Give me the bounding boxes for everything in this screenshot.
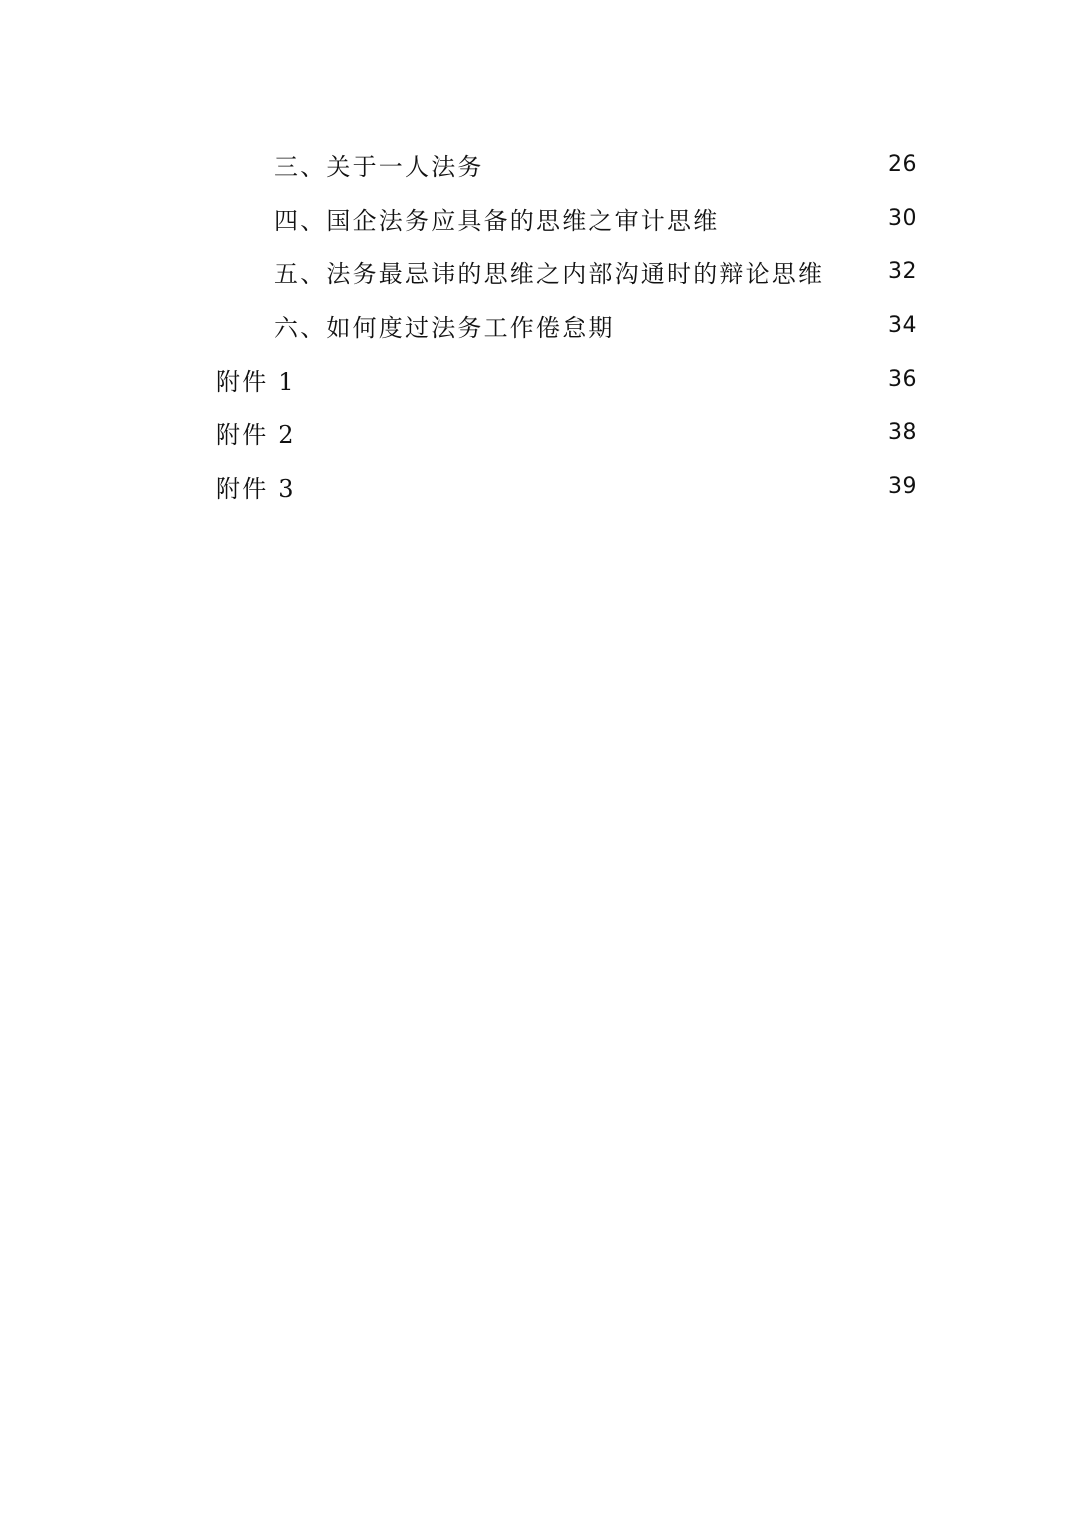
toc-entry-page-number: 34 [888, 313, 917, 339]
toc-entry-page-number: 32 [888, 259, 917, 285]
toc-entry[interactable] [216, 245, 920, 299]
toc-entry-title: 附件 2 [216, 421, 296, 450]
toc-entry[interactable] [216, 192, 920, 246]
toc-entry-title: 三、关于一人法务 [274, 153, 484, 182]
toc-entry-title: 附件 1 [216, 367, 296, 396]
toc-entry[interactable] [216, 299, 920, 353]
toc-entry-page-number: 36 [888, 366, 917, 392]
toc-entry[interactable] [216, 352, 920, 406]
toc-entry-title: 附件 3 [216, 474, 296, 503]
toc-entry[interactable] [216, 460, 920, 514]
toc-entry-page-number: 30 [888, 205, 917, 231]
toc-entry-title: 四、国企法务应具备的思维之审计思维 [274, 206, 720, 235]
toc-entry-title: 五、法务最忌讳的思维之内部沟通时的辩论思维 [274, 260, 825, 289]
toc-entry-page-number: 38 [888, 420, 917, 446]
toc-entry[interactable] [216, 406, 920, 460]
table-of-contents [216, 138, 920, 513]
toc-entry-title: 六、如何度过法务工作倦怠期 [274, 314, 615, 343]
toc-entry-page-number: 26 [888, 152, 917, 178]
toc-entry-page-number: 39 [888, 473, 917, 499]
toc-entry[interactable] [216, 138, 920, 192]
